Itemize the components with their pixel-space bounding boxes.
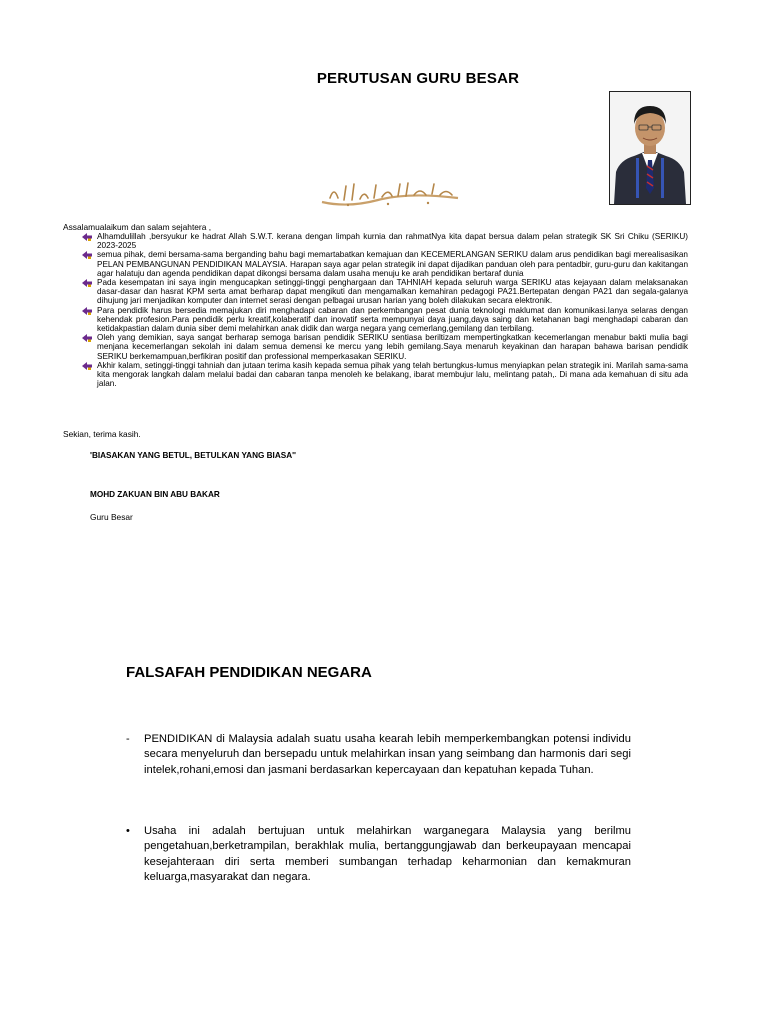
purple-arrow-bullet-icon [82, 233, 92, 241]
list-item [80, 232, 688, 250]
purple-arrow-bullet-icon [82, 279, 92, 287]
purple-arrow-bullet-icon [82, 334, 92, 342]
section-heading-falsafah: FALSAFAH PENDIDIKAN NEGARA [126, 664, 372, 681]
bismillah-calligraphy-icon [318, 178, 466, 210]
letter-greeting: Assalamualaikum dan salam sejahtera , [63, 222, 212, 232]
list-item [80, 306, 688, 334]
signatory-position: Guru Besar [90, 512, 133, 522]
bullet-text: Pada kesempatan ini saya ingin mengucapkan setinggi-tinggi penghargaan dan TAHNIAH kepada seluruh warga SERIKU atas kejayaan dalam melaksanakan dasar-dasar dan hasrat KPM serta amat berharap dapat mengikuti dan mengamalkan kemahiran pedagogi PA21.Bertepatan dengan PA21 dan segala-galanya dihujung jari menjadikan komputer dan internet serasi dengan pelbagai urusan harian yang boleh dilakukan secara elektronik. [97, 278, 688, 306]
falsafah-paragraph: Usaha ini adalah bertujuan untuk melahirkan warganegara Malaysia yang berilmu pengetahuan,berketrampilan, berakhlak mulia, bertanggungjawab dan berkeupayaan mencapai kesejahteraan diri serta memberi sumbangan terhadap keharmonian dan kemakmuran keluarga,masyarakat dan negara. [144, 825, 631, 884]
list-item [80, 278, 688, 306]
school-motto: 'BIASAKAN YANG BETUL, BETULKAN YANG BIASA'' [90, 451, 297, 460]
purple-arrow-bullet-icon [82, 362, 92, 370]
letter-closing: Sekian, terima kasih. [63, 429, 141, 439]
bullet-text: Para pendidik harus bersedia memajukan diri menghadapi cabaran dan perkembangan pesat dunia teknologi maklumat dan komunikasi.Ianya selaras dengan kehendak profesion.Para pendidik perlu kreatif,kolaberatif dan inovatif serta mempunyai daya juang,daya saing dan ketahanan bagi menghadapi cabaran dan ketidakpastian dalam dunia siber demi melahirkan anak didik dan warga negara yang cemerlang,gemilang dan terbilang. [97, 305, 688, 334]
bullet-text: Alhamdulillah ,bersyukur ke hadrat Allah S.W.T. kerana dengan limpah kurnia dan rahmatNya kita dapat bersua dalam pelan strategik SK Sri Chiku (SERIKU) 2023-2025 [97, 232, 688, 251]
headmaster-portrait-photo [609, 91, 691, 205]
list-item [80, 361, 688, 389]
purple-arrow-bullet-icon [82, 251, 92, 259]
message-bullet-list [80, 232, 688, 388]
page-title: PERUTUSAN GURU BESAR [316, 70, 520, 87]
bullet-text: Oleh yang demikian, saya sangat berharap semoga barisan pendidik SERIKU sentiasa beriltizam mempertingkatkan kecemerlangan menabur bakti mulia bagi menjana kecemerlangan sekolah ini dalam semua demensi ke mercu yang lebih gemilang.Saya menaruh keyakinan dan harapan bahawa barisan pendidik SERIKU berkemampuan,berfikiran positif dan professional memperkasakan SERIKU. [97, 333, 688, 361]
signatory-name: MOHD ZAKUAN BIN ABU BAKAR [90, 490, 220, 499]
list-item [80, 250, 688, 278]
bullet-text: Akhir kalam, setinggi-tinggi tahniah dan jutaan terima kasih kepada semua pihak yang telah bertungkus-lumus menyiapkan pelan strategik ini. Marilah sama-sama kita mengorak langkah dalam melalui badai dan cabaran tanpa menoleh ke belakang, ibarat membujur lalu, melintang patah,. Di mana ada kemahuan di situ ada jalan. [97, 360, 688, 389]
falsafah-paragraph: PENDIDIKAN di Malaysia adalah suatu usaha kearah lebih memperkembangkan potensi individu secara menyeluruh dan bersepadu untuk melahirkan insan yang seimbang dan harmonis dari segi intelek,rohani,emosi dan jasmani berdasarkan kepercayaan dan kepatuhan kepada Tuhan. [144, 733, 631, 776]
purple-arrow-bullet-icon [82, 307, 92, 315]
list-marker: • [126, 825, 130, 837]
list-marker: - [126, 733, 130, 745]
list-item [80, 333, 688, 361]
bullet-text: semua pihak, demi bersama-sama berganding bahu bagi memartabatkan kemajuan dan KECEMERLANGAN SERIKU dalam arus pendidikan bagi merealisasikan PELAN PEMBANGUNAN PENDIDIKAN MALAYSIA. Harapan saya agar pelan strategik ini dapat dijadikan panduan oleh para pentadbir, guru-guru dan kakitangan agar halatuju dan agenda pendidikan dapat dikongsi bersama dalam usaha menuju ke arah pendidikan bertaraf dunia [97, 250, 688, 278]
